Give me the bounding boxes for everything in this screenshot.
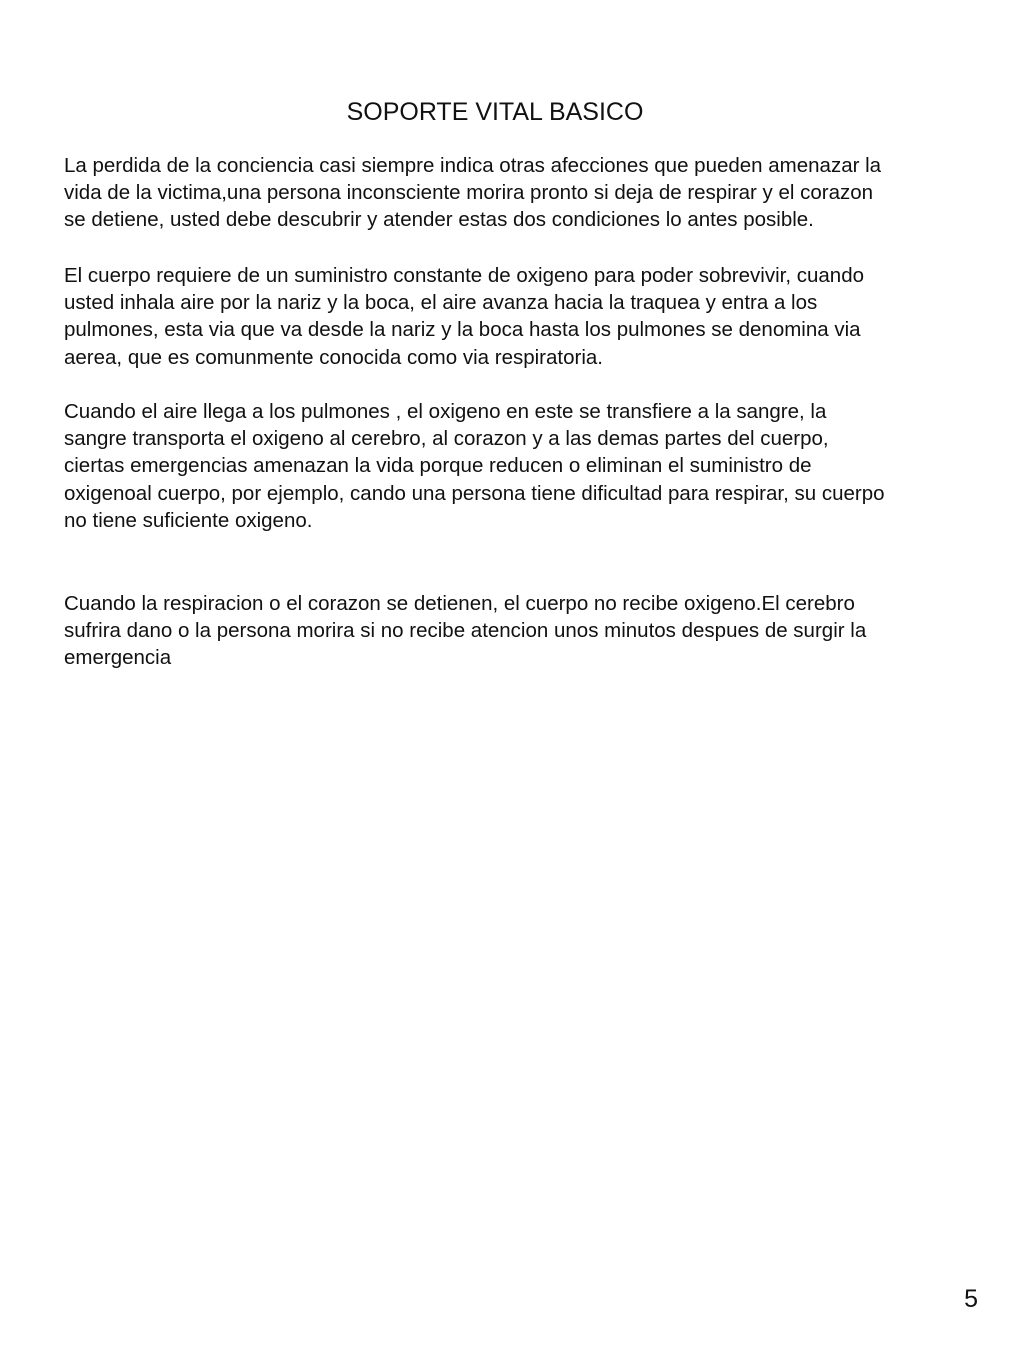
page-title: SOPORTE VITAL BASICO (346, 97, 644, 126)
paragraph-consciousness: La perdida de la conciencia casi siempre indica otras afecciones que pueden amenazar la vida de la victima,una persona inconsciente morira pronto si deja de respirar y el corazon se detiene, usted debe descubrir y atender estas dos condiciones lo antes posible. (64, 154, 882, 232)
paragraph-emergency: Cuando la respiracion o el corazon se detienen, el cuerpo no recibe oxigeno.El cerebro sufrira dano o la persona morira si no recibe atencion unos minutos despues de surgir la emergencia (64, 592, 867, 670)
page-number: 5 (964, 1285, 978, 1313)
paragraph-lungs-blood: Cuando el aire llega a los pulmones , el oxigeno en este se transfiere a la sangre, la sangre transporta el oxigeno al cerebro, al corazon y a las demas partes del cuerpo, ciertas emergencias amenazan la vida porque reducen o eliminan el suministro de oxigenoal cuerpo, por ejemplo, cando una persona tiene dificultad para respirar, su cuerpo no tiene suficiente oxigeno. (64, 400, 885, 532)
paragraph-oxygen-supply: El cuerpo requiere de un suministro constante de oxigeno para poder sobrevivir, cuando usted inhala aire por la nariz y la boca, el aire avanza hacia la traquea y entra a los pulmones, esta via que va desde la nariz y la boca hasta los pulmones se denomina via aerea, que es comunmente conocida como via respiratoria. (64, 264, 864, 369)
